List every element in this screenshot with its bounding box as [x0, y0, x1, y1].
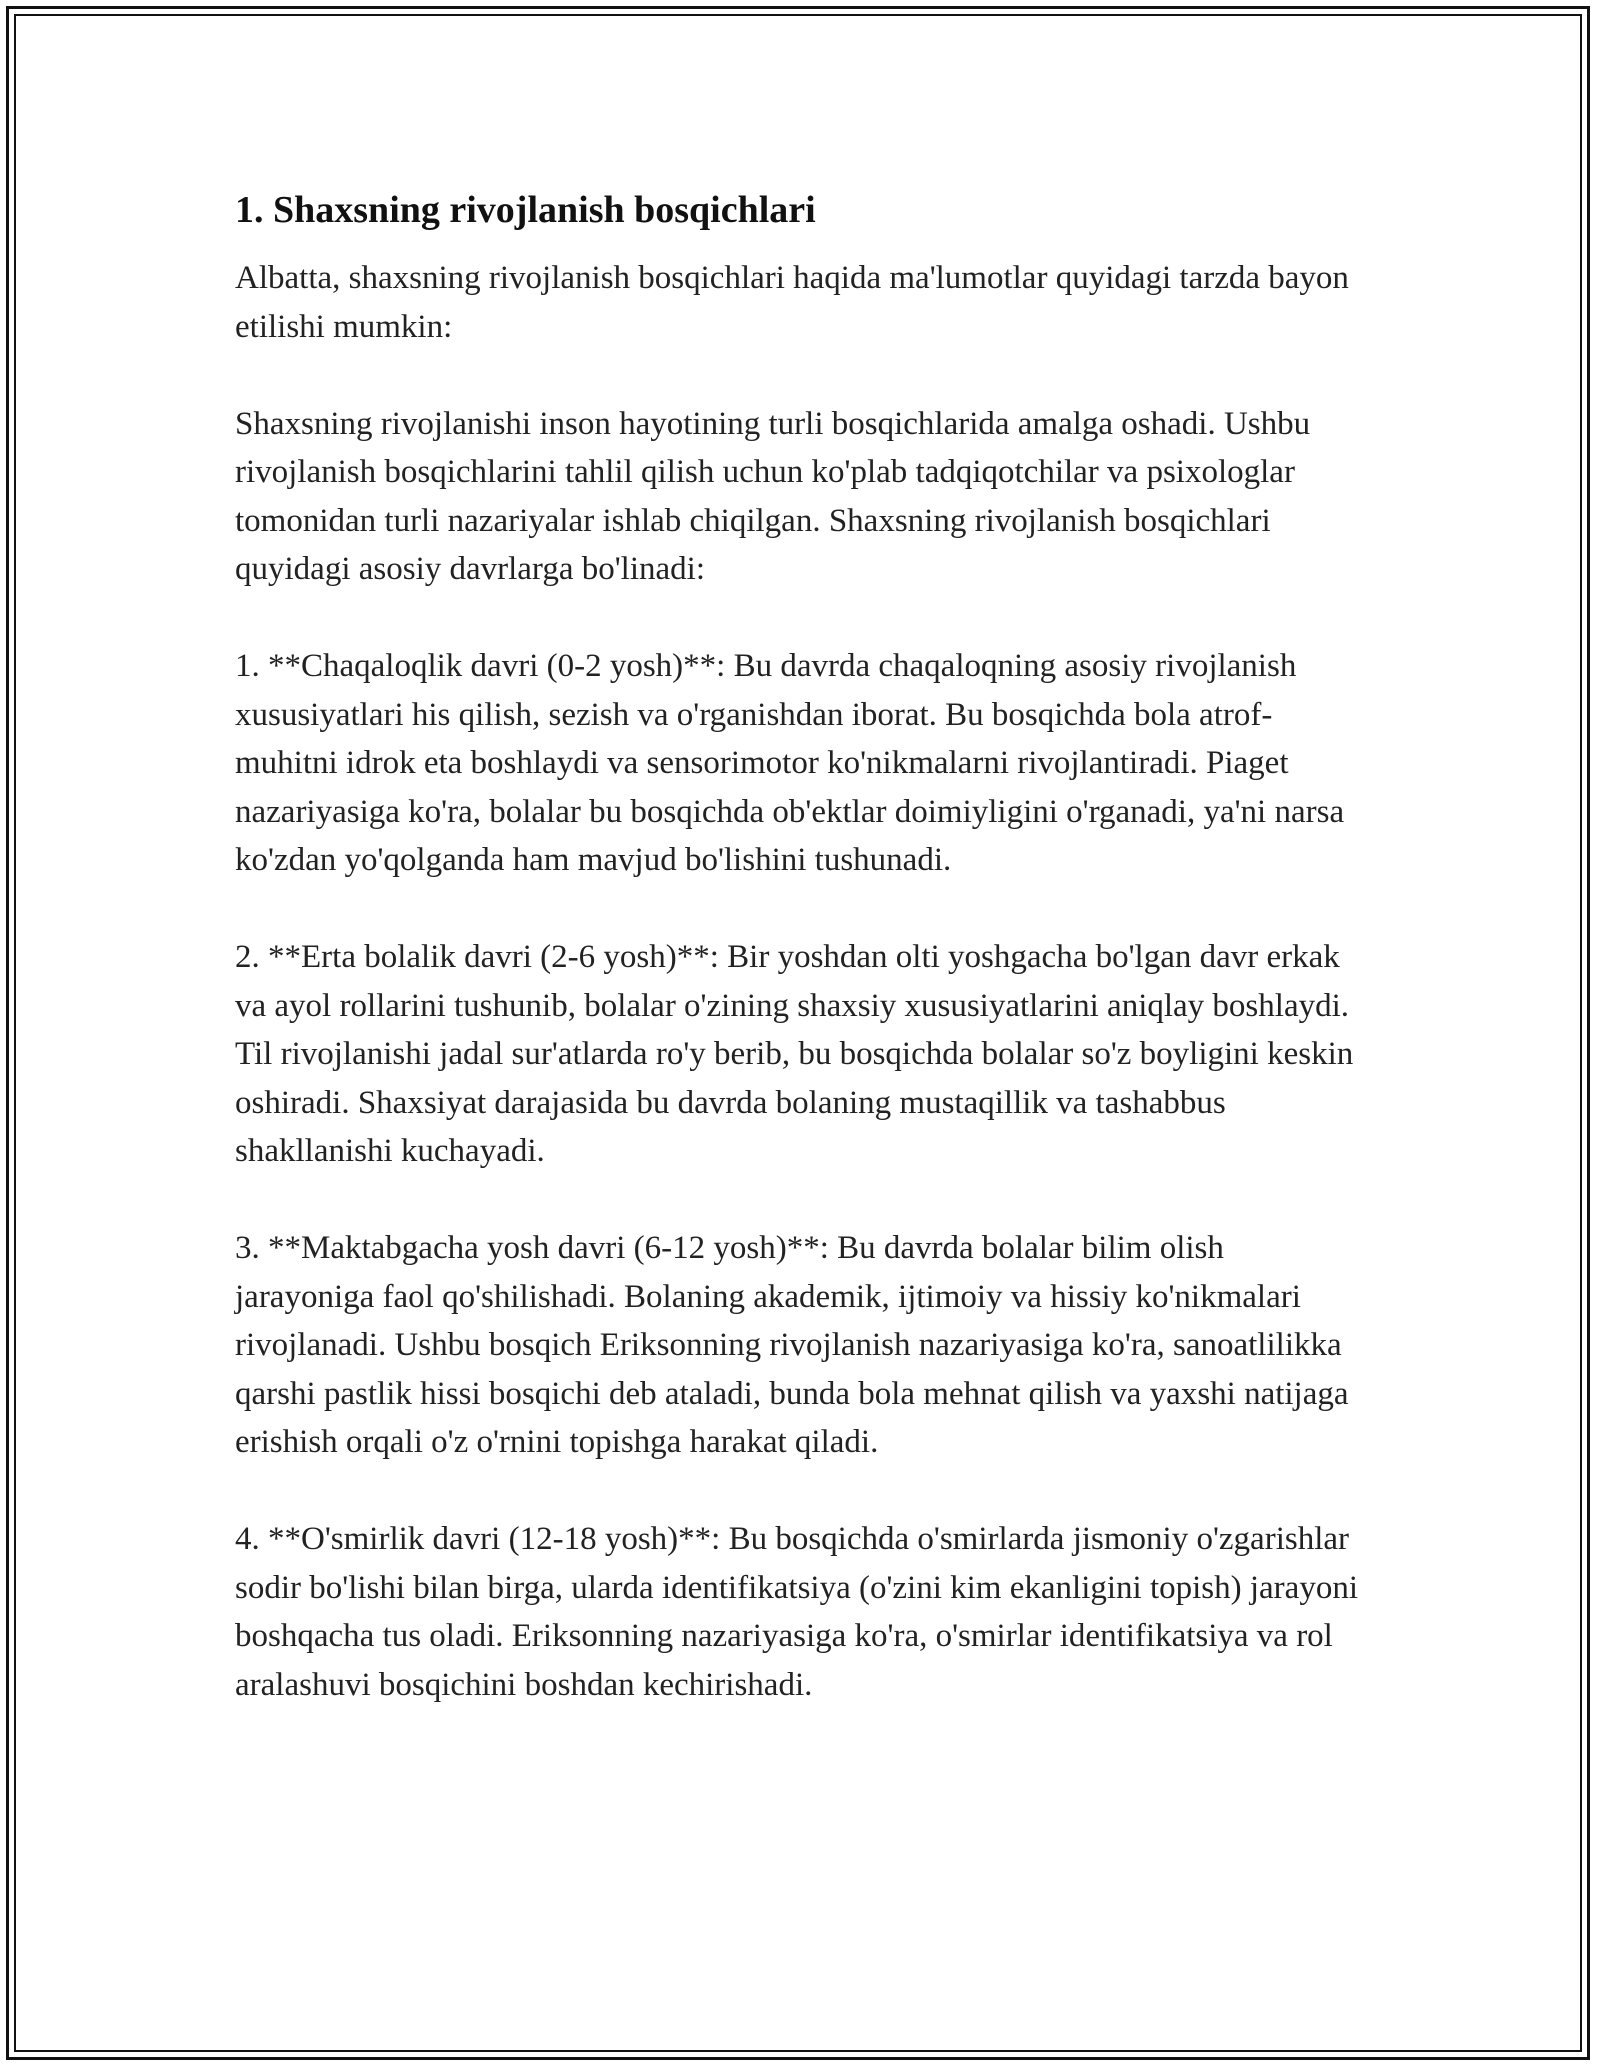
- stage-4-paragraph: 4. **O'smirlik davri (12-18 yosh)**: Bu bosqichda o'smirlarda jismoniy o'zgarishlar sodir bo'lishi bilan birga, ularda identifikatsiya (o'zini kim ekanligini topish) jarayoni boshqacha tus oladi. Eriksonning nazariyasiga ko'ra, o'smirlar identifikatsiya va rol aralashuvi bosqichini boshdan kechirishadi.: [235, 1521, 1358, 1703]
- overview-paragraph: Shaxsning rivojlanishi inson hayotining turli bosqichlarida amalga oshadi. Ushbu rivojlanish bosqichlarini tahlil qilish uchun ko'plab tadqiqotchilar va psixologlar tomonidan turli nazariyalar ishlab chiqilgan. Shaxsning rivojlanish bosqichlari quyidagi asosiy davrlarga bo'linadi:: [235, 405, 1311, 587]
- document-title: 1. Shaxsning rivojlanish bosqichlari: [235, 189, 816, 231]
- document-body: [235, 186, 1365, 1758]
- intro-paragraph: Albatta, shaxsning rivojlanish bosqichlari haqida ma'lumotlar quyidagi tarzda bayon etilishi mumkin:: [235, 260, 1349, 345]
- stage-1-paragraph: 1. **Chaqaloqlik davri (0-2 yosh)**: Bu davrda chaqaloqning asosiy rivojlanish xususiyatlari his qilish, sezish va o'rganishdan iborat. Bu bosqichda bola atrof-muhitni idrok eta boshlaydi va sensorimotor ko'nikmalarni rivojlantiradi. Piaget nazariyasiga ko'ra, bolalar bu bosqichda ob'ektlar doimiyligini o'rganadi, ya'ni narsa ko'zdan yo'qolganda ham mavjud bo'lishini tushunadi.: [235, 648, 1345, 878]
- stage-3-paragraph: 3. **Maktabgacha yosh davri (6-12 yosh)**: Bu davrda bolalar bilim olish jarayoniga faol qo'shilishadi. Bolaning akademik, ijtimoiy va hissiy ko'nikmalari rivojlanadi. Ushbu bosqich Eriksonning rivojlanish nazariyasiga ko'ra, sanoatlilikka qarshi pastlik hissi bosqichi deb ataladi, bunda bola mehnat qilish va yaxshi natijaga erishish orqali o'z o'rnini topishga harakat qiladi.: [235, 1230, 1349, 1460]
- stage-2-paragraph: 2. **Erta bolalik davri (2-6 yosh)**: Bir yoshdan olti yoshgacha bo'lgan davr erkak va ayol rollarini tushunib, bolalar o'zining shaxsiy xususiyatlarini aniqlay boshlaydi. Til rivojlanishi jadal sur'atlarda ro'y berib, bu bosqichda bolalar so'z boyligini keskin oshiradi. Shaxsiyat darajasida bu davrda bolaning mustaqillik va tashabbus shakllanishi kuchayadi.: [235, 939, 1354, 1169]
